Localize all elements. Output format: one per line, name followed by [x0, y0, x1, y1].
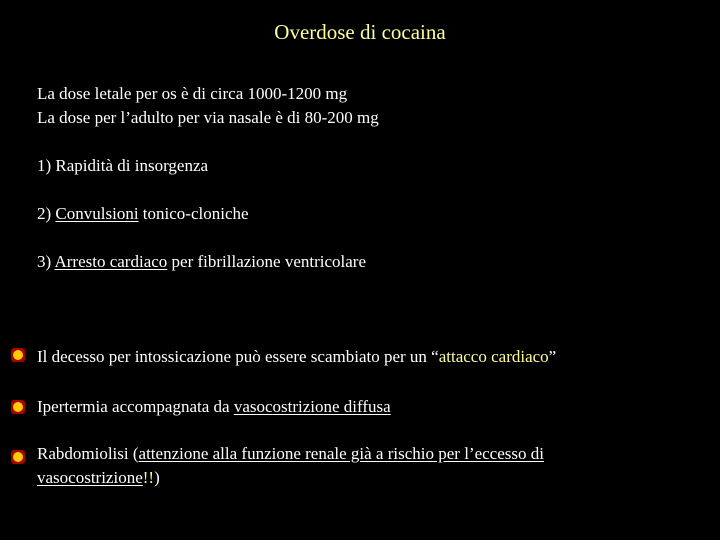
bullet-3-exclaim: !! [142, 468, 155, 487]
yellow-dot-bullet-icon [10, 399, 26, 415]
bullet-3-underlined: attenzione alla funzione renale già a rischio per l’eccesso di [138, 444, 544, 463]
bullet-2-text: Ipertermia accompagnata da [37, 397, 234, 416]
point-2-underlined: Convulsioni [55, 204, 139, 223]
bullet-1 [37, 346, 556, 368]
bullet-1-close: ” [548, 347, 557, 366]
bullet-1-highlight: attacco cardiaco [438, 347, 549, 366]
bullet-3-line-2 [37, 467, 160, 489]
point-1: 1) Rapidità di insorgenza [37, 156, 209, 175]
point-2 [37, 203, 249, 225]
yellow-dot-bullet-icon [10, 449, 26, 465]
bullet-2-underlined: vasocostrizione diffusa [233, 397, 391, 416]
bullet-3-line-1 [37, 443, 544, 465]
intro-line-1: La dose letale per os è di circa 1000-1200 mg [37, 84, 348, 103]
intro-line-2: La dose per l’adulto per via nasale è di 80-200 mg [37, 108, 379, 127]
slide-title: Overdose di cocaina [274, 20, 446, 44]
bullet-3-close: ) [154, 468, 160, 487]
point-3-prefix: 3) [37, 252, 55, 271]
point-2-prefix: 2) [37, 204, 56, 223]
point-3 [37, 251, 366, 273]
bullet-1-text: Il decesso per intossicazione può essere scambiato per un “ [37, 347, 439, 366]
point-3-underlined: Arresto cardiaco [54, 252, 168, 271]
bullet-2 [37, 396, 391, 418]
bullet-3-text: Rabdomiolisi ( [37, 444, 139, 463]
bullet-3-underlined-2: vasocostrizione [37, 468, 143, 487]
yellow-dot-bullet-icon [10, 347, 26, 363]
point-2-suffix: tonico-cloniche [138, 204, 249, 223]
point-3-suffix: per fibrillazione ventricolare [167, 252, 367, 271]
